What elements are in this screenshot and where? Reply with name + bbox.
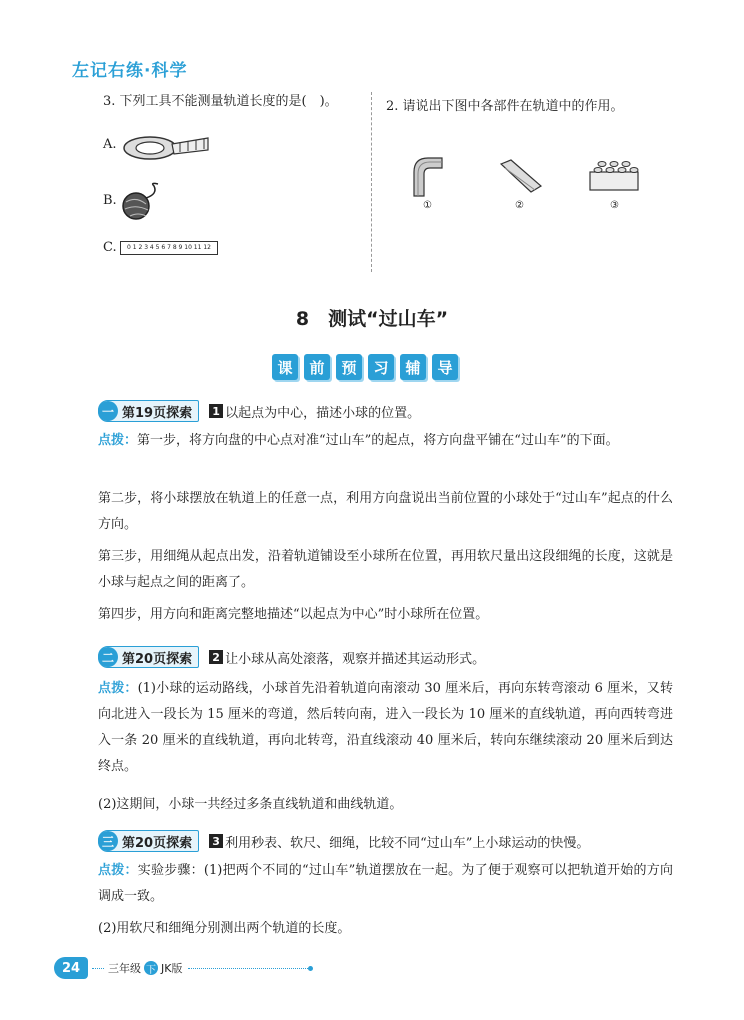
block2-para1 bbox=[98, 676, 673, 780]
block2-para2: (2)这期间，小球一共经过多条直线轨道和曲线轨道。 bbox=[98, 797, 403, 812]
block1-hint-label: 点拨： bbox=[98, 433, 138, 448]
block2-tag-label: 第20页探索 bbox=[122, 651, 193, 667]
q3-option-a-label: A. bbox=[103, 137, 117, 152]
banner-char: 辅 bbox=[400, 354, 426, 380]
section-title: 8 测试“过山车” bbox=[295, 308, 449, 330]
banner-char: 前 bbox=[304, 354, 330, 380]
q3-option-a bbox=[103, 137, 117, 152]
block1-tag-label: 第19页探索 bbox=[122, 405, 193, 421]
block1-question: 以起点为中心，描述小球的位置。 bbox=[225, 405, 421, 421]
block3-tag-label: 第20页探索 bbox=[122, 835, 193, 851]
block1-qnum: 1 bbox=[209, 404, 223, 418]
block1-para3: 第三步，用细绳从起点出发，沿着轨道铺设至小球所在位置，再用软尺量出这段细绳的长度，这就是小球与起点之间的距离了。 bbox=[98, 549, 673, 590]
part-label-2: ② bbox=[515, 200, 524, 211]
block2-heading bbox=[98, 646, 485, 668]
banner-char: 课 bbox=[272, 354, 298, 380]
block3-para1 bbox=[98, 858, 673, 910]
banner-char: 预 bbox=[336, 354, 362, 380]
q3-option-b-label: B. bbox=[103, 193, 117, 208]
footer-dots bbox=[92, 968, 104, 969]
block2-question: 让小球从高处滚落，观察并描述其运动形式。 bbox=[225, 651, 486, 667]
block3-heading bbox=[98, 830, 589, 852]
ruler-icon bbox=[120, 241, 218, 255]
block2-num: 二 bbox=[98, 647, 118, 667]
q3-option-c bbox=[103, 240, 117, 255]
block3-hint-label: 点拨： bbox=[98, 863, 138, 878]
brand-title: 左记右练·科学 bbox=[72, 61, 188, 81]
block1-tag bbox=[98, 400, 199, 422]
footer-grade: 三年级 bbox=[108, 962, 141, 975]
block1-para1 bbox=[98, 428, 673, 454]
block1-num: 一 bbox=[98, 401, 118, 421]
curved-track-part-icon bbox=[408, 152, 446, 198]
q3-option-c-label: C. bbox=[103, 240, 117, 255]
footer-line bbox=[188, 968, 308, 969]
lego-brick-icon bbox=[586, 158, 642, 194]
column-divider bbox=[371, 92, 372, 272]
block3-num: 三 bbox=[98, 831, 118, 851]
string-ball-icon bbox=[118, 182, 168, 222]
block1-para2: 第二步，将小球摆放在轨道上的任意一点，利用方向盘说出当前位置的小球处于“过山车”起点的什么方向。 bbox=[98, 491, 673, 532]
block1-heading bbox=[98, 400, 420, 422]
block3-tag bbox=[98, 830, 199, 852]
preview-banner bbox=[272, 354, 458, 380]
q2-stem: 2. 请说出下图中各部件在轨道中的作用。 bbox=[386, 99, 624, 114]
part-label-1: ① bbox=[423, 200, 432, 211]
banner-char: 习 bbox=[368, 354, 394, 380]
tape-measure-icon bbox=[120, 130, 212, 164]
block1-p1-text: 第一步，将方向盘的中心点对准“过山车”的起点，将方向盘平铺在“过山车”的下面。 bbox=[137, 433, 619, 448]
page-number: 24 bbox=[54, 957, 88, 979]
block2-tag bbox=[98, 646, 199, 668]
footer-edition: JK版 bbox=[161, 962, 183, 975]
block3-p1-text: 实验步骤：(1)把两个不同的“过山车”轨道摆放在一起。为了便于观察可以把轨道开始的方向调成一致。 bbox=[98, 863, 673, 904]
block2-hint-label: 点拨： bbox=[98, 681, 138, 696]
block1-para4: 第四步，用方向和距离完整地描述“以起点为中心”时小球所在位置。 bbox=[98, 607, 489, 622]
block2-p1-text: (1)小球的运动路线，小球首先沿着轨道向南滚动 30 厘米后，再向东转弯滚动 6 厘米，又转向北进入一段长为 15 厘米的弯道，然后转向南，进入一段长为 10 厘米的直线轨道，再向西转弯进入一条 20 厘米的直线轨道，再向北转弯，沿直线滚动 40 厘米后，转向东继续滚动 20 厘米后到达终点。 bbox=[98, 681, 673, 774]
footer-dot bbox=[308, 966, 313, 971]
q3-option-b bbox=[103, 193, 117, 208]
block2-qnum: 2 bbox=[209, 650, 223, 664]
block3-question: 利用秒表、软尺、细绳，比较不同“过山车”上小球运动的快慢。 bbox=[225, 835, 590, 851]
block3-qnum: 3 bbox=[209, 834, 223, 848]
footer-term: 下 bbox=[144, 961, 158, 975]
banner-char: 导 bbox=[432, 354, 458, 380]
part-label-3: ③ bbox=[610, 200, 619, 211]
ruler-ticks: 0 1 2 3 4 5 6 7 8 9 10 11 12 bbox=[127, 244, 211, 251]
page-footer bbox=[54, 957, 313, 979]
q3-stem: 3. 下列工具不能测量轨道长度的是( )。 bbox=[103, 94, 338, 109]
block3-para2: (2)用软尺和细绳分别测出两个轨道的长度。 bbox=[98, 921, 351, 936]
straight-track-part-icon bbox=[497, 156, 545, 196]
